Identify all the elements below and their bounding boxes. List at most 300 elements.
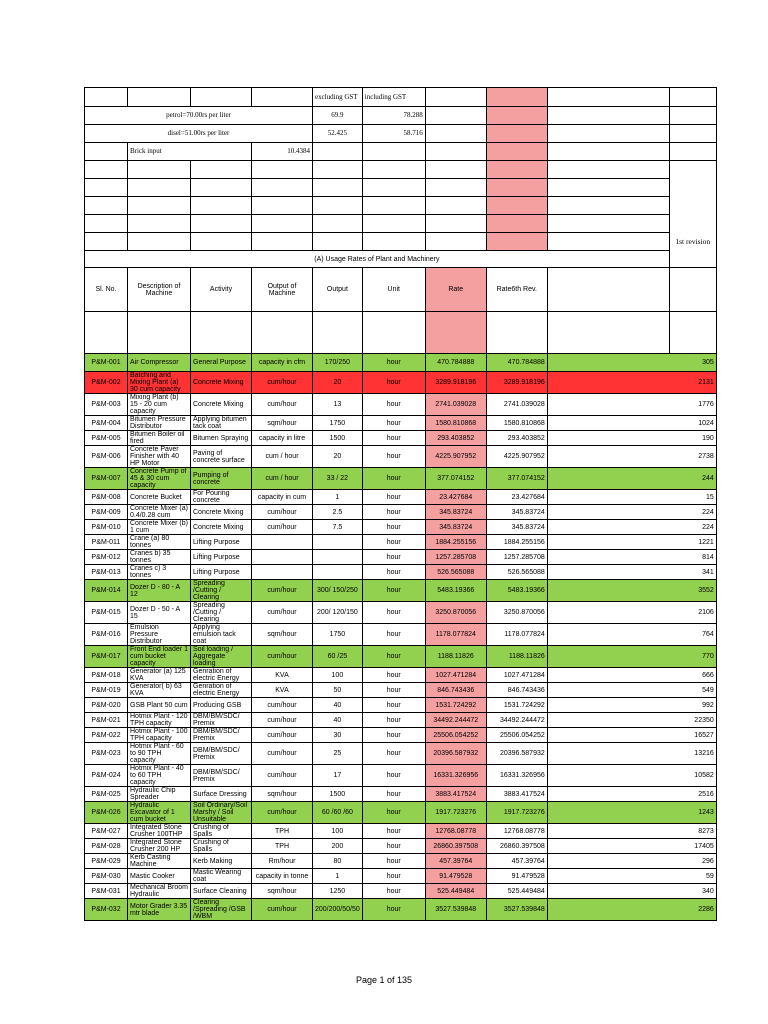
row-rate-6th-rev: 4225.907952 bbox=[486, 446, 547, 468]
row-output-of-machine: cum/hour bbox=[252, 713, 313, 728]
row-output-of-machine: sqm/hour bbox=[252, 787, 313, 802]
row-rate-6th-rev: 1917.723276 bbox=[486, 802, 547, 824]
row-description: Mixing Plant (b) 15 - 20 cum capacity bbox=[128, 394, 191, 416]
row-output-of-machine: cum/hour bbox=[252, 802, 313, 824]
row-rate: 1188.11826 bbox=[425, 646, 486, 668]
row-rate-6th-rev: 525.449484 bbox=[486, 884, 547, 899]
row-rate-6th-rev: 470.784888 bbox=[486, 354, 547, 372]
row-unit: hour bbox=[362, 854, 425, 869]
row-rate-6th-rev: 25506.054252 bbox=[486, 728, 547, 743]
row-first-revision: 549 bbox=[547, 683, 716, 698]
row-description: Concrete Pump of 45 & 30 cum capacity bbox=[128, 468, 191, 490]
row-description: Concrete Bucket bbox=[128, 490, 191, 505]
table-row bbox=[85, 372, 717, 394]
row-slno: P&M-020 bbox=[85, 698, 128, 713]
row-activity: Soil Ordinary/Soil Marshy / Soil Unsuitable bbox=[191, 802, 252, 824]
row-first-revision: 224 bbox=[547, 505, 716, 520]
row-activity: Lifting Purpose bbox=[191, 550, 252, 565]
row-output: 100 bbox=[313, 668, 363, 683]
row-activity: Soil loading / Aggregate loading bbox=[191, 646, 252, 668]
row-description: Air Compressor bbox=[128, 354, 191, 372]
row-output-of-machine: KVA bbox=[252, 668, 313, 683]
row-rate: 3883.417524 bbox=[425, 787, 486, 802]
row-rate-6th-rev: 26860.397508 bbox=[486, 839, 547, 854]
petrol-row bbox=[85, 107, 717, 125]
col-unit: Unit bbox=[362, 268, 425, 312]
col-description: Description of Machine bbox=[128, 268, 191, 312]
row-activity: DBM/BM/SDC/ Premix bbox=[191, 765, 252, 787]
row-description: Batching and Mixing Plant (a) 30 cum capacity bbox=[128, 372, 191, 394]
table-row bbox=[85, 602, 717, 624]
row-output-of-machine: cum/hour bbox=[252, 602, 313, 624]
blank-row bbox=[85, 233, 717, 251]
row-slno: P&M-008 bbox=[85, 490, 128, 505]
column-header-row bbox=[85, 268, 717, 312]
row-rate-6th-rev: 3289.918196 bbox=[486, 372, 547, 394]
table-row bbox=[85, 490, 717, 505]
row-rate: 23.427684 bbox=[425, 490, 486, 505]
row-first-revision: 1776 bbox=[547, 394, 716, 416]
including-gst-label: including GST bbox=[362, 88, 425, 107]
row-output-of-machine: Rm/hour bbox=[252, 854, 313, 869]
row-description: Dozer D - 50 - A 15 bbox=[128, 602, 191, 624]
diesel-incl-gst: 58.716 bbox=[362, 125, 425, 143]
row-slno: P&M-031 bbox=[85, 884, 128, 899]
table-row bbox=[85, 535, 717, 550]
row-rate: 1531.724292 bbox=[425, 698, 486, 713]
row-output: 80 bbox=[313, 854, 363, 869]
row-rate: 2741.039028 bbox=[425, 394, 486, 416]
row-first-revision: 3552 bbox=[547, 580, 716, 602]
table-row bbox=[85, 802, 717, 824]
row-activity: Concrete Mixing bbox=[191, 505, 252, 520]
page-footer: Page 1 of 135 bbox=[355, 975, 413, 985]
table-row bbox=[85, 505, 717, 520]
row-output: 20 bbox=[313, 446, 363, 468]
row-unit: hour bbox=[362, 535, 425, 550]
row-rate: 34492.244472 bbox=[425, 713, 486, 728]
row-activity: For Pouring concrete bbox=[191, 490, 252, 505]
row-rate-6th-rev: 34492.244472 bbox=[486, 713, 547, 728]
row-first-revision: 15 bbox=[547, 490, 716, 505]
table-row bbox=[85, 728, 717, 743]
table-row bbox=[85, 394, 717, 416]
row-output-of-machine: cum/hour bbox=[252, 580, 313, 602]
row-output: 300/ 150/250 bbox=[313, 580, 363, 602]
row-rate: 12768.08778 bbox=[425, 824, 486, 839]
row-activity: Spreading /Cutting / Clearing bbox=[191, 580, 252, 602]
row-activity: Concrete Mixing bbox=[191, 520, 252, 535]
row-slno: P&M-015 bbox=[85, 602, 128, 624]
row-output-of-machine: cum/hour bbox=[252, 728, 313, 743]
blank-row bbox=[85, 161, 717, 179]
row-unit: hour bbox=[362, 490, 425, 505]
row-rate: 5483.19366 bbox=[425, 580, 486, 602]
row-unit: hour bbox=[362, 787, 425, 802]
row-rate: 345.83724 bbox=[425, 520, 486, 535]
table-row bbox=[85, 787, 717, 802]
row-output: 7.5 bbox=[313, 520, 363, 535]
row-first-revision: 764 bbox=[547, 624, 716, 646]
row-slno: P&M-002 bbox=[85, 372, 128, 394]
row-output: 13 bbox=[313, 394, 363, 416]
col-rate: Rate bbox=[425, 268, 486, 312]
table-row bbox=[85, 668, 717, 683]
row-output: 200/ 120/150 bbox=[313, 602, 363, 624]
row-rate-6th-rev: 1178.077824 bbox=[486, 624, 547, 646]
row-activity: General Purpose bbox=[191, 354, 252, 372]
row-activity: Crushing of Spalls bbox=[191, 839, 252, 854]
row-output-of-machine: capacity in litre bbox=[252, 431, 313, 446]
row-output: 60 /25 bbox=[313, 646, 363, 668]
table-row bbox=[85, 431, 717, 446]
row-output-of-machine: cum/hour bbox=[252, 646, 313, 668]
table-row bbox=[85, 839, 717, 854]
petrol-incl-gst: 78.288 bbox=[362, 107, 425, 125]
row-rate: 470.784888 bbox=[425, 354, 486, 372]
row-output-of-machine: cum / hour bbox=[252, 446, 313, 468]
table-row bbox=[85, 468, 717, 490]
row-output: 1250 bbox=[313, 884, 363, 899]
row-unit: hour bbox=[362, 580, 425, 602]
table-row bbox=[85, 580, 717, 602]
row-first-revision: 59 bbox=[547, 869, 716, 884]
row-description: Hydraulic Excavator of 1 cum bucket bbox=[128, 802, 191, 824]
row-first-revision: 1243 bbox=[547, 802, 716, 824]
diesel-label: disel=51.00rs per liter bbox=[85, 125, 313, 143]
row-description: Concrete Mixer (a) 0.4/0.28 cum bbox=[128, 505, 191, 520]
row-activity: DBM/BM/SDC/ Premix bbox=[191, 728, 252, 743]
row-rate: 4225.907952 bbox=[425, 446, 486, 468]
row-activity: Lifting Purpose bbox=[191, 565, 252, 580]
row-first-revision: 17405 bbox=[547, 839, 716, 854]
row-output: 200/200/50/50 bbox=[313, 899, 363, 921]
row-output-of-machine: KVA bbox=[252, 683, 313, 698]
row-output bbox=[313, 535, 363, 550]
row-first-revision: 2516 bbox=[547, 787, 716, 802]
row-rate: 457.39764 bbox=[425, 854, 486, 869]
row-unit: hour bbox=[362, 550, 425, 565]
col-rate-6th-rev: Rate6th Rev. bbox=[486, 268, 547, 312]
row-output-of-machine: sqm/hour bbox=[252, 624, 313, 646]
row-description: Mastic Cooker bbox=[128, 869, 191, 884]
row-unit: hour bbox=[362, 431, 425, 446]
table-row bbox=[85, 416, 717, 431]
col-output: Output bbox=[313, 268, 363, 312]
diesel-excl-gst: 52.425 bbox=[313, 125, 363, 143]
row-description: Mechanical Broom Hydraulic bbox=[128, 884, 191, 899]
row-rate: 25506.054252 bbox=[425, 728, 486, 743]
excluding-gst-label: excluding GST bbox=[313, 88, 363, 107]
row-first-revision: 305 bbox=[547, 354, 716, 372]
petrol-label: petrol=70.00rs per liter bbox=[85, 107, 313, 125]
row-unit: hour bbox=[362, 899, 425, 921]
row-activity: Applying emulsion tack coat bbox=[191, 624, 252, 646]
row-unit: hour bbox=[362, 668, 425, 683]
row-description: Crane (a) 80 tonnes bbox=[128, 535, 191, 550]
row-output-of-machine: cum/hour bbox=[252, 743, 313, 765]
row-rate: 1884.255156 bbox=[425, 535, 486, 550]
row-rate: 525.449484 bbox=[425, 884, 486, 899]
row-output: 40 bbox=[313, 713, 363, 728]
row-first-revision: 2286 bbox=[547, 899, 716, 921]
row-slno: P&M-029 bbox=[85, 854, 128, 869]
row-output: 50 bbox=[313, 683, 363, 698]
row-output-of-machine bbox=[252, 550, 313, 565]
row-unit: hour bbox=[362, 839, 425, 854]
row-first-revision: 2106 bbox=[547, 602, 716, 624]
row-slno: P&M-026 bbox=[85, 802, 128, 824]
row-rate-6th-rev: 20396.587932 bbox=[486, 743, 547, 765]
row-unit: hour bbox=[362, 520, 425, 535]
row-slno: P&M-021 bbox=[85, 713, 128, 728]
row-slno: P&M-003 bbox=[85, 394, 128, 416]
row-output: 60 /60 /60 bbox=[313, 802, 363, 824]
row-first-revision: 2738 bbox=[547, 446, 716, 468]
table-row bbox=[85, 869, 717, 884]
row-unit: hour bbox=[362, 624, 425, 646]
row-output-of-machine: capacity in cfm bbox=[252, 354, 313, 372]
row-slno: P&M-032 bbox=[85, 899, 128, 921]
row-unit: hour bbox=[362, 743, 425, 765]
row-activity: Surface Cleaning bbox=[191, 884, 252, 899]
row-activity: Genration of electric Energy bbox=[191, 668, 252, 683]
row-output: 170/250 bbox=[313, 354, 363, 372]
table-row bbox=[85, 899, 717, 921]
row-rate: 345.83724 bbox=[425, 505, 486, 520]
row-first-revision: 13216 bbox=[547, 743, 716, 765]
section-title: (A) Usage Rates of Plant and Machinery bbox=[85, 251, 670, 268]
row-output: 17 bbox=[313, 765, 363, 787]
row-rate-6th-rev: 1257.285708 bbox=[486, 550, 547, 565]
row-rate-6th-rev: 2741.039028 bbox=[486, 394, 547, 416]
row-slno: P&M-019 bbox=[85, 683, 128, 698]
row-description: Emulsion Pressure Distributor bbox=[128, 624, 191, 646]
row-slno: P&M-014 bbox=[85, 580, 128, 602]
row-first-revision: 2131 bbox=[547, 372, 716, 394]
row-description: Concrete Paver Finisher with 40 HP Motor bbox=[128, 446, 191, 468]
table-row bbox=[85, 354, 717, 372]
row-rate: 3289.918196 bbox=[425, 372, 486, 394]
row-unit: hour bbox=[362, 802, 425, 824]
row-slno: P&M-017 bbox=[85, 646, 128, 668]
row-unit: hour bbox=[362, 468, 425, 490]
row-description: Hotmix Plant - 100 TPH capacity bbox=[128, 728, 191, 743]
row-rate: 3527.539848 bbox=[425, 899, 486, 921]
rate-sheet-table bbox=[84, 87, 717, 921]
row-output-of-machine: cum/hour bbox=[252, 765, 313, 787]
row-output-of-machine: capacity in tonne bbox=[252, 869, 313, 884]
row-rate-6th-rev: 1027.471284 bbox=[486, 668, 547, 683]
row-unit: hour bbox=[362, 372, 425, 394]
row-description: Concrete Mixer (b) 1 cum bbox=[128, 520, 191, 535]
row-output: 25 bbox=[313, 743, 363, 765]
row-slno: P&M-018 bbox=[85, 668, 128, 683]
row-rate: 1027.471284 bbox=[425, 668, 486, 683]
row-rate: 20396.587932 bbox=[425, 743, 486, 765]
row-description: Dozer D - 80 - A 12 bbox=[128, 580, 191, 602]
row-output-of-machine: cum/hour bbox=[252, 899, 313, 921]
row-activity: DBM/BM/SDC/ Premix bbox=[191, 713, 252, 728]
row-slno: P&M-013 bbox=[85, 565, 128, 580]
row-rate: 26860.397508 bbox=[425, 839, 486, 854]
row-rate-6th-rev: 3527.539848 bbox=[486, 899, 547, 921]
row-description: Front End loader 1 cum bucket capacity bbox=[128, 646, 191, 668]
row-output bbox=[313, 565, 363, 580]
row-description: Hotmix Plant - 120 TPH capacity bbox=[128, 713, 191, 728]
table-row bbox=[85, 646, 717, 668]
blank-row bbox=[85, 197, 717, 215]
row-rate-6th-rev: 377.074152 bbox=[486, 468, 547, 490]
row-first-revision: 244 bbox=[547, 468, 716, 490]
row-description: Bitumen Pressure Distributor bbox=[128, 416, 191, 431]
row-first-revision: 1024 bbox=[547, 416, 716, 431]
row-output: 30 bbox=[313, 728, 363, 743]
row-unit: hour bbox=[362, 602, 425, 624]
row-description: Cranes c) 3 tonnes bbox=[128, 565, 191, 580]
row-slno: P&M-023 bbox=[85, 743, 128, 765]
row-slno: P&M-012 bbox=[85, 550, 128, 565]
table-row bbox=[85, 713, 717, 728]
row-rate-6th-rev: 457.39764 bbox=[486, 854, 547, 869]
row-output bbox=[313, 550, 363, 565]
row-rate-6th-rev: 1531.724292 bbox=[486, 698, 547, 713]
row-rate-6th-rev: 12768.08778 bbox=[486, 824, 547, 839]
row-slno: P&M-009 bbox=[85, 505, 128, 520]
row-rate-6th-rev: 1580.810868 bbox=[486, 416, 547, 431]
row-activity: Genration of electric Energy bbox=[191, 683, 252, 698]
row-output: 1500 bbox=[313, 431, 363, 446]
table-row bbox=[85, 743, 717, 765]
row-rate-6th-rev: 345.83724 bbox=[486, 520, 547, 535]
row-rate-6th-rev: 1884.255156 bbox=[486, 535, 547, 550]
row-output-of-machine bbox=[252, 535, 313, 550]
row-first-revision: 8273 bbox=[547, 824, 716, 839]
row-activity: Applying bitumen tack coat bbox=[191, 416, 252, 431]
row-rate-6th-rev: 3883.417524 bbox=[486, 787, 547, 802]
row-description: Integrated Stone Crusher 100THP bbox=[128, 824, 191, 839]
row-rate-6th-rev: 293.403852 bbox=[486, 431, 547, 446]
row-output-of-machine: TPH bbox=[252, 839, 313, 854]
row-output-of-machine: TPH bbox=[252, 824, 313, 839]
row-activity: Mastic Wearing coat bbox=[191, 869, 252, 884]
table-row bbox=[85, 698, 717, 713]
col-activity: Activity bbox=[191, 268, 252, 312]
table-row bbox=[85, 550, 717, 565]
row-first-revision: 22350 bbox=[547, 713, 716, 728]
row-rate-6th-rev: 846.743436 bbox=[486, 683, 547, 698]
row-description: Generator (a) 125 KVA bbox=[128, 668, 191, 683]
row-output-of-machine: sqm/hour bbox=[252, 416, 313, 431]
row-output: 40 bbox=[313, 698, 363, 713]
row-slno: P&M-010 bbox=[85, 520, 128, 535]
section-title-row bbox=[85, 251, 717, 268]
machinery-rows bbox=[85, 354, 717, 921]
row-slno: P&M-005 bbox=[85, 431, 128, 446]
row-rate-6th-rev: 1188.11826 bbox=[486, 646, 547, 668]
row-output: 1750 bbox=[313, 624, 363, 646]
row-rate-6th-rev: 91.479528 bbox=[486, 869, 547, 884]
gst-header-row bbox=[85, 88, 717, 107]
row-slno: P&M-030 bbox=[85, 869, 128, 884]
row-first-revision: 341 bbox=[547, 565, 716, 580]
row-unit: hour bbox=[362, 354, 425, 372]
row-output-of-machine: cum / hour bbox=[252, 468, 313, 490]
row-unit: hour bbox=[362, 646, 425, 668]
row-activity: Spreading /Cutting / Clearing bbox=[191, 602, 252, 624]
row-slno: P&M-011 bbox=[85, 535, 128, 550]
row-rate-6th-rev: 5483.19366 bbox=[486, 580, 547, 602]
row-output: 100 bbox=[313, 824, 363, 839]
row-activity: Bitumen Spraying bbox=[191, 431, 252, 446]
row-output: 1 bbox=[313, 490, 363, 505]
row-output: 20 bbox=[313, 372, 363, 394]
row-unit: hour bbox=[362, 728, 425, 743]
row-slno: P&M-006 bbox=[85, 446, 128, 468]
row-output: 2.5 bbox=[313, 505, 363, 520]
brick-row bbox=[85, 143, 717, 161]
row-activity: Lifting Purpose bbox=[191, 535, 252, 550]
table-row bbox=[85, 765, 717, 787]
row-first-revision: 992 bbox=[547, 698, 716, 713]
row-slno: P&M-004 bbox=[85, 416, 128, 431]
row-slno: P&M-007 bbox=[85, 468, 128, 490]
row-output: 1 bbox=[313, 869, 363, 884]
row-unit: hour bbox=[362, 446, 425, 468]
row-rate: 377.074152 bbox=[425, 468, 486, 490]
row-output: 1750 bbox=[313, 416, 363, 431]
row-activity: Producing GSB bbox=[191, 698, 252, 713]
row-output-of-machine: cum/hour bbox=[252, 520, 313, 535]
row-slno: P&M-027 bbox=[85, 824, 128, 839]
row-slno: P&M-028 bbox=[85, 839, 128, 854]
row-activity: Pumping of concrete bbox=[191, 468, 252, 490]
row-output-of-machine: capacity in cum bbox=[252, 490, 313, 505]
table-row bbox=[85, 854, 717, 869]
row-unit: hour bbox=[362, 884, 425, 899]
row-output-of-machine bbox=[252, 565, 313, 580]
row-rate: 1178.077824 bbox=[425, 624, 486, 646]
row-slno: P&M-001 bbox=[85, 354, 128, 372]
row-rate-6th-rev: 23.427684 bbox=[486, 490, 547, 505]
row-description: Hydraulic Chip Spreader bbox=[128, 787, 191, 802]
table-row bbox=[85, 520, 717, 535]
row-first-revision: 770 bbox=[547, 646, 716, 668]
row-rate: 91.479528 bbox=[425, 869, 486, 884]
row-activity: Concrete Mixing bbox=[191, 372, 252, 394]
row-rate: 1257.285708 bbox=[425, 550, 486, 565]
row-unit: hour bbox=[362, 824, 425, 839]
row-rate: 846.743436 bbox=[425, 683, 486, 698]
brick-value: 10.4384 bbox=[252, 143, 313, 161]
col-slno: Sl. No. bbox=[85, 268, 128, 312]
row-output-of-machine: cum/hour bbox=[252, 505, 313, 520]
row-rate: 1580.810868 bbox=[425, 416, 486, 431]
row-activity: Crushing of Spalls bbox=[191, 824, 252, 839]
row-output-of-machine: sqm/hour bbox=[252, 884, 313, 899]
brick-label: Brick input bbox=[128, 143, 252, 161]
row-slno: P&M-025 bbox=[85, 787, 128, 802]
table-row bbox=[85, 884, 717, 899]
row-first-revision: 190 bbox=[547, 431, 716, 446]
row-unit: hour bbox=[362, 869, 425, 884]
row-unit: hour bbox=[362, 713, 425, 728]
blank-row bbox=[85, 215, 717, 233]
row-slno: P&M-024 bbox=[85, 765, 128, 787]
first-revision-label: 1st revision bbox=[669, 161, 716, 268]
petrol-excl-gst: 69.9 bbox=[313, 107, 363, 125]
row-rate-6th-rev: 16331.326956 bbox=[486, 765, 547, 787]
